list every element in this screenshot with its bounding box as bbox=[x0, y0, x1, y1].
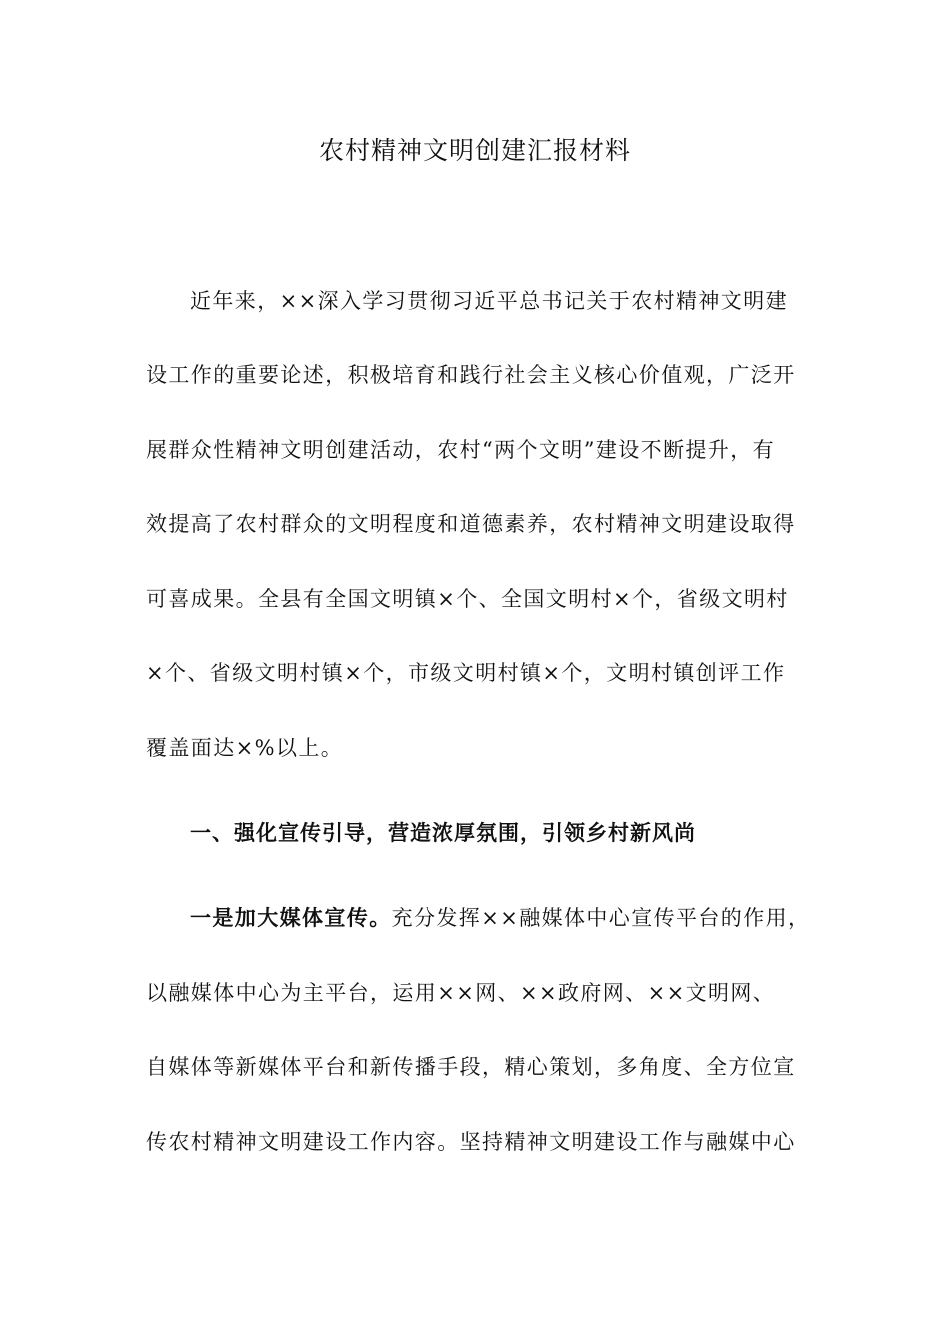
paragraph-1-line-1 bbox=[190, 902, 850, 934]
paragraph-1-line-2: 以融媒体中心为主平台，运用××网、××政府网、××文明网、 bbox=[146, 981, 776, 1005]
section-heading: 一、强化宣传引导，营造浓厚氛围，引领乡村新风尚 bbox=[190, 821, 696, 845]
intro-line-3: 展群众性精神文明创建活动，农村“两个文明”建设不断提升，有 bbox=[146, 438, 776, 462]
paragraph-1-lead: 一是加大媒体宣传。 bbox=[190, 906, 392, 930]
intro-line-5: 可喜成果。全县有全国文明镇×个、全国文明村×个，省级文明村 bbox=[146, 587, 789, 611]
intro-line-1: 近年来，××深入学习贯彻习近平总书记关于农村精神文明建 bbox=[190, 289, 788, 313]
intro-line-4: 效提高了农村群众的文明程度和道德素养，农村精神文明建设取得 bbox=[146, 512, 796, 536]
intro-line-6: ×个、省级文明村镇×个，市级文明村镇×个，文明村镇创评工作 bbox=[146, 661, 786, 685]
paragraph-1-line-3: 自媒体等新媒体平台和新传播手段，精心策划，多角度、全方位宣 bbox=[146, 1055, 796, 1079]
intro-line-7: 覆盖面达×%以上。 bbox=[146, 736, 344, 760]
intro-line-2: 设工作的重要论述，积极培育和践行社会主义核心价值观，广泛开 bbox=[146, 363, 796, 387]
document-title: 农村精神文明创建汇报材料 bbox=[318, 136, 631, 165]
paragraph-1-line-4: 传农村精神文明建设工作内容。坚持精神文明建设工作与融媒中心 bbox=[146, 1130, 796, 1154]
paragraph-1-line-1-text: 充分发挥××融媒体中心宣传平台的作用， bbox=[391, 906, 811, 930]
